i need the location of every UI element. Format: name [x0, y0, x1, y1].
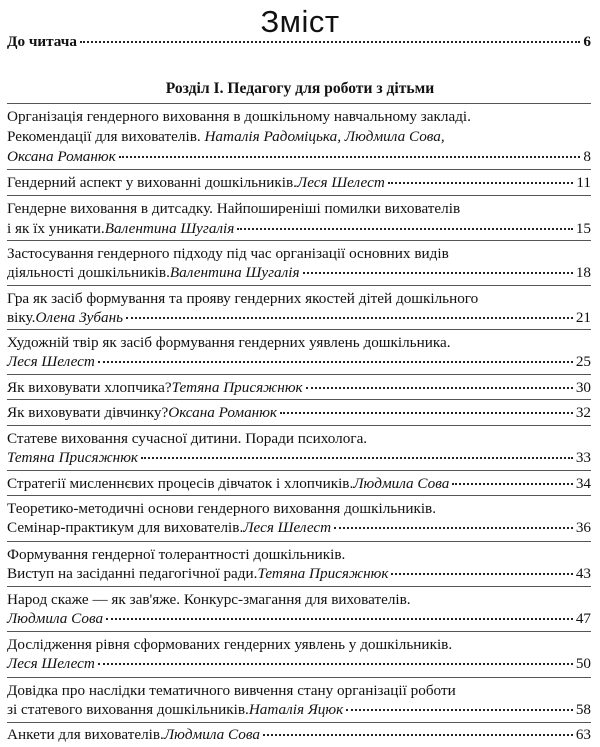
leader-dots: [80, 41, 580, 43]
toc-entry-line: Дослідження рівня сформованих гендерних уявлень у дошкільників.: [7, 636, 453, 653]
toc-entry-title: Анкети для вихователів.: [7, 726, 164, 743]
toc-entry-author: Тетяна Присяжнюк: [257, 565, 389, 582]
toc-entry-line: Формування гендерної толерантності дошкільників.: [7, 546, 346, 563]
page-number: 32: [575, 404, 591, 421]
leader-dots: [98, 663, 573, 665]
toc-entry-line: Рекомендації для вихователів. Наталія Радоміцька, Людмила Сова,: [7, 128, 445, 145]
entry-divider: [7, 722, 591, 723]
toc-entry-author: Оксана Романюк: [168, 404, 278, 421]
toc-entry-author: Леся Шелест: [296, 174, 385, 191]
page-title: Зміст: [260, 4, 340, 39]
page-number: 21: [575, 309, 591, 326]
leader-dots: [126, 317, 573, 319]
entry-divider: [7, 586, 591, 587]
toc-entry-author: Тетяна Присяжнюк: [171, 379, 303, 396]
leader-dots: [388, 182, 574, 184]
toc-entry-preface[interactable]: [7, 31, 591, 52]
toc-entry-12[interactable]: Виступ на засіданні педагогічної ради. Тетяна Присяжнюк 43: [7, 565, 591, 582]
toc-entry-author: Людмила Сова: [7, 610, 104, 627]
page-number: 34: [575, 475, 591, 492]
toc-entry-8[interactable]: [7, 402, 591, 423]
toc-entry-13[interactable]: [7, 608, 591, 629]
page-number: 58: [575, 701, 591, 718]
entry-divider: [7, 240, 591, 241]
entry-divider: [7, 470, 591, 471]
page-number: 11: [576, 174, 591, 191]
entry-divider: [7, 399, 591, 400]
entry-divider: [7, 169, 591, 170]
section-heading: Розділ I. Педагогу для роботи з дітьми: [165, 80, 435, 97]
leader-dots: [119, 156, 581, 158]
toc-entry-author: Людмила Сова: [353, 475, 450, 492]
toc-entry-line: Народ скаже — як зав'яже. Конкурс-змагання для вихователів.: [7, 591, 411, 608]
toc-entry-author: Людмила Сова: [163, 726, 260, 743]
page-number: 36: [575, 519, 591, 536]
page-number: 63: [575, 726, 591, 743]
leader-dots: [106, 618, 573, 620]
page-number: 15: [575, 220, 591, 237]
page-number: 33: [575, 449, 591, 466]
toc-entry-11[interactable]: Семінар-практикум для вихователів. Леся Шелест 36: [7, 519, 591, 536]
toc-entry-author: Наталія Яцюк: [248, 701, 344, 718]
toc-entry-title: До читача: [7, 33, 77, 50]
entry-divider: [7, 677, 591, 678]
toc-entry-line: Організація гендерного виховання в дошкільному навчальному закладі.: [7, 108, 471, 125]
toc-entry-author: Олена Зубань: [35, 309, 124, 326]
toc-entry-line: Гра як засіб формування та прояву гендерних якостей дітей дошкільного: [7, 290, 479, 307]
leader-dots: [452, 483, 572, 485]
entry-divider: [7, 329, 591, 330]
toc-entry-16[interactable]: [7, 724, 591, 745]
entry-divider: [7, 195, 591, 196]
toc-entry-title: Стратегії мисленнєвих процесів дівчаток і хлопчиків.: [7, 475, 354, 492]
leader-dots: [237, 228, 572, 230]
toc-entry-line: Художній твір як засіб формування гендерних уявлень дошкільника.: [7, 334, 451, 351]
leader-dots: [303, 272, 573, 274]
toc-entry-author: Валентина Шугалія: [169, 264, 300, 281]
entry-divider: [7, 103, 591, 104]
entry-divider: [7, 425, 591, 426]
toc-entry-title: Як виховувати хлопчика?: [7, 379, 172, 396]
toc-entry-author: Леся Шелест: [7, 655, 95, 672]
page-number: 50: [575, 655, 591, 672]
page-number: 47: [575, 610, 591, 627]
toc-entry-line: Довідка про наслідки тематичного вивчення стану організації роботи: [7, 682, 456, 699]
toc-entry-1[interactable]: [7, 146, 591, 167]
page-number: 8: [583, 148, 591, 165]
entry-divider: [7, 541, 591, 542]
leader-dots: [280, 412, 573, 414]
leader-dots: [334, 527, 573, 529]
toc-entry-author: Леся Шелест: [7, 353, 95, 370]
toc-entry-15[interactable]: зі статевого виховання дошкільників. Наталія Яцюк 58: [7, 701, 591, 718]
toc-entry-6[interactable]: [7, 351, 591, 372]
toc-entry-author: Тетяна Присяжнюк: [7, 449, 139, 466]
leader-dots: [306, 387, 573, 389]
toc-entry-7[interactable]: [7, 377, 591, 398]
toc-entry-9[interactable]: [7, 447, 591, 468]
toc-entry-title: Як виховувати дівчинку?: [7, 404, 169, 421]
toc-entry-title: Гендерний аспект у вихованні дошкільників.: [7, 174, 297, 191]
page-number: 30: [575, 379, 591, 396]
entry-divider: [7, 374, 591, 375]
toc-entry-line: Застосування гендерного підходу під час організації основних видів: [7, 245, 449, 262]
leader-dots: [346, 709, 573, 711]
toc-entry-author: Оксана Романюк: [7, 148, 116, 165]
toc-entry-5[interactable]: віку. Олена Зубань 21: [7, 309, 591, 326]
entry-divider: [7, 285, 591, 286]
leader-dots: [263, 734, 573, 736]
toc-entry-author: Наталія Радоміцька, Людмила Сова,: [204, 128, 445, 145]
entry-divider: [7, 631, 591, 632]
toc-entry-10[interactable]: [7, 473, 591, 494]
leader-dots: [391, 573, 572, 575]
page-number: 25: [575, 353, 591, 370]
toc-entry-14[interactable]: [7, 653, 591, 674]
toc-entry-3[interactable]: і як їх уникати. Валентина Шугалія 15: [7, 220, 591, 237]
toc-entry-author: Леся Шелест: [243, 519, 332, 536]
toc-entry-4[interactable]: діяльності дошкільників. Валентина Шугалія 18: [7, 264, 591, 281]
page-number: 43: [575, 565, 591, 582]
leader-dots: [98, 361, 573, 363]
toc-entry-author: Валентина Шугалія: [104, 220, 235, 237]
toc-entry-2[interactable]: [7, 172, 591, 193]
entry-divider: [7, 495, 591, 496]
leader-dots: [141, 457, 573, 459]
page-number: 18: [575, 264, 591, 281]
toc-entry-line: Теоретико-методичні основи гендерного виховання дошкільників.: [7, 500, 437, 517]
toc-entry-line: Гендерне виховання в дитсадку. Найпоширеніші помилки вихователів: [7, 200, 461, 217]
page-number: 6: [583, 33, 591, 50]
toc-entry-line: Статеве виховання сучасної дитини. Поради психолога.: [7, 430, 368, 447]
